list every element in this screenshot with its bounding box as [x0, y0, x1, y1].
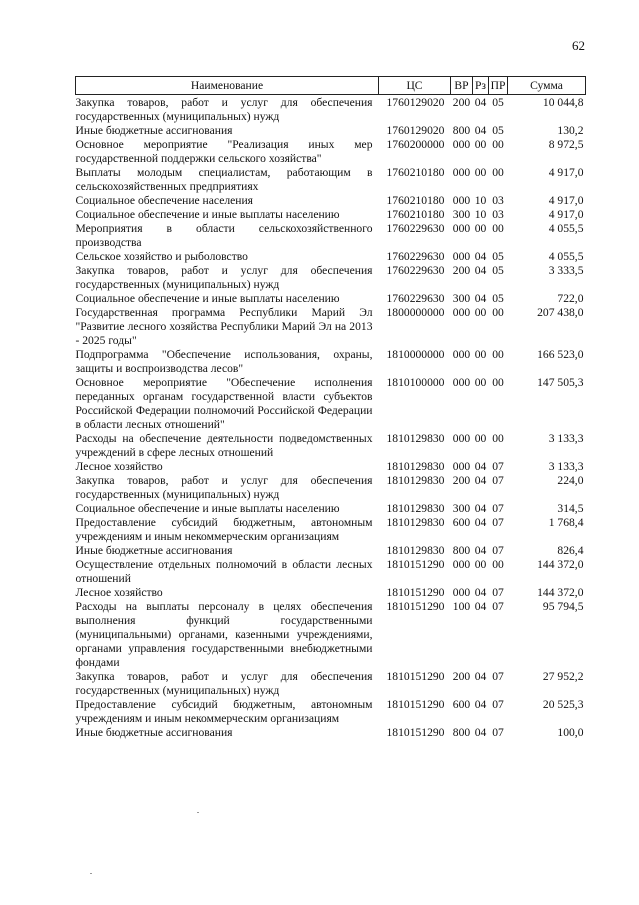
cell-vr: 200 — [452, 474, 471, 487]
cell-vr: 200 — [452, 96, 471, 109]
cell-vr: 200 — [452, 670, 471, 683]
table-row — [76, 558, 586, 586]
cell-vr: 600 — [452, 698, 471, 711]
table-row — [76, 726, 586, 740]
cell-cs: 1810129830 — [386, 502, 445, 515]
table-row — [76, 600, 586, 670]
cell-vr: 000 — [452, 460, 471, 473]
cell-cs: 1810000000 — [386, 348, 445, 361]
cell-vr: 600 — [452, 516, 471, 529]
table-row — [76, 460, 586, 474]
cell-pr: 05 — [492, 124, 504, 137]
cell-name: Закупка товаров, работ и услуг для обеспечения государственных (муниципальных) нужд — [75, 670, 373, 697]
cell-sum: 4 917,0 — [548, 208, 584, 221]
header-vr: ВР — [451, 77, 473, 95]
cell-cs: 1810151290 — [386, 586, 445, 599]
cell-name: Предоставление субсидий бюджетным, автономным учреждениям и иным некоммерческим организациям — [75, 698, 373, 725]
cell-vr: 000 — [452, 306, 471, 319]
table-row — [76, 474, 586, 502]
cell-sum: 4 055,5 — [548, 250, 584, 263]
cell-vr: 200 — [452, 264, 471, 277]
cell-pr: 00 — [492, 306, 504, 319]
cell-name: Подпрограмма "Обеспечение использования, охраны, защиты и воспроизводства лесов" — [75, 348, 373, 375]
scan-speck — [197, 812, 199, 813]
cell-name: Закупка товаров, работ и услуг для обеспечения государственных (муниципальных) нужд — [75, 474, 373, 501]
cell-name: Социальное обеспечение и иные выплаты населению — [75, 208, 340, 221]
cell-sum: 20 525,3 — [542, 698, 584, 711]
cell-pr: 00 — [492, 376, 504, 389]
cell-name: Основное мероприятие "Обеспечение исполнения переданных органам государственной власти субъектов Российской Федерации полномочий Российской Федерации в области лесных отношений" — [75, 376, 373, 431]
cell-sum: 144 372,0 — [537, 586, 584, 599]
cell-sum: 100,0 — [557, 726, 584, 739]
cell-rz: 04 — [474, 124, 487, 137]
cell-name: Предоставление субсидий бюджетным, автономным учреждениям и иным некоммерческим организациям — [75, 516, 373, 543]
cell-pr: 03 — [492, 208, 504, 221]
cell-rz: 04 — [474, 586, 487, 599]
cell-pr: 07 — [492, 516, 504, 529]
cell-sum: 826,4 — [557, 544, 584, 557]
cell-pr: 07 — [492, 502, 504, 515]
cell-rz: 04 — [474, 264, 487, 277]
cell-sum: 27 952,2 — [542, 670, 584, 683]
cell-rz: 04 — [474, 96, 487, 109]
cell-name: Социальное обеспечение и иные выплаты населению — [75, 502, 340, 515]
cell-pr: 05 — [492, 96, 504, 109]
cell-rz: 00 — [474, 376, 487, 389]
table-row — [76, 502, 586, 516]
header-rz: Рз — [473, 77, 489, 95]
cell-sum: 8 972,5 — [548, 138, 584, 151]
cell-cs: 1810151290 — [386, 698, 445, 711]
cell-rz: 00 — [474, 348, 487, 361]
cell-rz: 04 — [474, 600, 487, 613]
cell-rz: 04 — [474, 250, 487, 263]
cell-rz: 00 — [474, 558, 487, 571]
cell-rz: 04 — [474, 292, 487, 305]
page-number: 62 — [572, 38, 585, 53]
cell-sum: 3 133,3 — [548, 432, 584, 445]
cell-sum: 144 372,0 — [537, 558, 584, 571]
cell-pr: 07 — [492, 460, 504, 473]
cell-pr: 00 — [492, 432, 504, 445]
cell-name: Расходы на выплаты персоналу в целях обеспечения выполнения функций государственными (муниципальными) органами, казенными учреждениями, органами управления государственными внебюджетными фондами — [75, 600, 373, 669]
cell-cs: 1810129830 — [386, 432, 445, 445]
table-row — [76, 432, 586, 460]
cell-cs: 1760210180 — [386, 208, 445, 221]
cell-cs: 1760229630 — [386, 222, 445, 235]
cell-rz: 04 — [474, 726, 487, 739]
table-row — [76, 586, 586, 600]
cell-vr: 000 — [452, 166, 471, 179]
table-row — [76, 138, 586, 166]
cell-rz: 00 — [474, 138, 487, 151]
cell-sum: 314,5 — [557, 502, 584, 515]
cell-sum: 207 438,0 — [537, 306, 584, 319]
cell-name: Иные бюджетные ассигнования — [75, 544, 233, 557]
cell-name: Мероприятия в области сельскохозяйственного производства — [75, 222, 373, 249]
table-row — [76, 348, 586, 376]
cell-rz: 00 — [474, 222, 487, 235]
cell-cs: 1810151290 — [386, 600, 445, 613]
cell-cs: 1810129830 — [386, 460, 445, 473]
cell-name: Иные бюджетные ассигнования — [75, 726, 233, 739]
cell-vr: 300 — [452, 208, 471, 221]
table-row — [76, 698, 586, 726]
cell-rz: 04 — [474, 516, 487, 529]
table-row — [76, 516, 586, 544]
cell-name: Расходы на обеспечение деятельности подведомственных учреждений в сфере лесных отношений — [75, 432, 373, 459]
cell-vr: 000 — [452, 348, 471, 361]
cell-vr: 800 — [452, 544, 471, 557]
cell-rz: 04 — [474, 544, 487, 557]
cell-vr: 000 — [452, 250, 471, 263]
cell-pr: 07 — [492, 544, 504, 557]
cell-sum: 224,0 — [557, 474, 584, 487]
table-row — [76, 670, 586, 698]
header-cs: ЦС — [379, 77, 451, 95]
cell-cs: 1760210180 — [386, 194, 445, 207]
cell-rz: 04 — [474, 460, 487, 473]
cell-vr: 000 — [452, 222, 471, 235]
cell-name: Социальное обеспечение и иные выплаты населению — [75, 292, 340, 305]
table-row — [76, 250, 586, 264]
cell-vr: 000 — [452, 432, 471, 445]
cell-pr: 00 — [492, 138, 504, 151]
cell-cs: 1760129020 — [386, 96, 445, 109]
table-row — [76, 166, 586, 194]
cell-cs: 1810151290 — [386, 558, 445, 571]
cell-name: Лесное хозяйство — [75, 586, 163, 599]
cell-name: Основное мероприятие "Реализация иных мер государственной поддержки сельского хозяйства" — [75, 138, 373, 165]
cell-cs: 1810129830 — [386, 474, 445, 487]
table-row — [76, 544, 586, 558]
cell-vr: 000 — [452, 586, 471, 599]
cell-pr: 05 — [492, 264, 504, 277]
cell-pr: 07 — [492, 586, 504, 599]
table-row — [76, 208, 586, 222]
table-row — [76, 222, 586, 250]
cell-rz: 04 — [474, 474, 487, 487]
cell-cs: 1810100000 — [386, 376, 445, 389]
cell-rz: 00 — [474, 432, 487, 445]
cell-pr: 00 — [492, 348, 504, 361]
cell-pr: 07 — [492, 698, 504, 711]
cell-rz: 10 — [474, 194, 487, 207]
cell-rz: 10 — [474, 208, 487, 221]
cell-cs: 1800000000 — [386, 306, 445, 319]
cell-cs: 1760200000 — [386, 138, 445, 151]
table-row — [76, 264, 586, 292]
cell-cs: 1810151290 — [386, 726, 445, 739]
cell-vr: 000 — [452, 194, 471, 207]
cell-sum: 147 505,3 — [537, 376, 584, 389]
cell-pr: 00 — [492, 166, 504, 179]
cell-vr: 300 — [452, 292, 471, 305]
table-row — [76, 124, 586, 138]
cell-cs: 1760210180 — [386, 166, 445, 179]
cell-vr: 000 — [452, 138, 471, 151]
cell-name: Осуществление отдельных полномочий в области лесных отношений — [75, 558, 373, 585]
cell-vr: 000 — [452, 558, 471, 571]
cell-pr: 03 — [492, 194, 504, 207]
cell-name: Закупка товаров, работ и услуг для обеспечения государственных (муниципальных) нужд — [75, 96, 373, 123]
cell-vr: 800 — [452, 124, 471, 137]
table-row — [76, 306, 586, 348]
cell-sum: 95 794,5 — [542, 600, 584, 613]
cell-name: Сельское хозяйство и рыболовство — [75, 250, 248, 263]
table-body — [76, 95, 586, 741]
cell-pr: 00 — [492, 558, 504, 571]
cell-name: Закупка товаров, работ и услуг для обеспечения государственных (муниципальных) нужд — [75, 264, 373, 291]
cell-cs: 1760129020 — [386, 124, 445, 137]
cell-sum: 10 044,8 — [542, 96, 584, 109]
cell-cs: 1760229630 — [386, 250, 445, 263]
cell-rz: 04 — [474, 502, 487, 515]
cell-sum: 130,2 — [557, 124, 584, 137]
cell-vr: 800 — [452, 726, 471, 739]
header-pr: ПР — [489, 77, 508, 95]
cell-name: Лесное хозяйство — [75, 460, 163, 473]
scan-speck — [90, 873, 92, 874]
header-name: Наименование — [76, 77, 379, 95]
cell-name: Иные бюджетные ассигнования — [75, 124, 233, 137]
cell-rz: 04 — [474, 698, 487, 711]
cell-name: Социальное обеспечение населения — [75, 194, 254, 207]
table-row — [76, 376, 586, 432]
cell-sum: 3 333,5 — [548, 264, 584, 277]
cell-rz: 00 — [474, 306, 487, 319]
cell-vr: 000 — [452, 376, 471, 389]
cell-pr: 07 — [492, 670, 504, 683]
budget-table — [75, 76, 586, 740]
cell-name: Государственная программа Республики Марий Эл "Развитие лесного хозяйства Республики Марий Эл на 2013 - 2025 годы" — [75, 306, 373, 347]
table-header-row — [76, 77, 586, 95]
cell-vr: 100 — [452, 600, 471, 613]
cell-sum: 3 133,3 — [548, 460, 584, 473]
cell-rz: 00 — [474, 166, 487, 179]
cell-cs: 1810129830 — [386, 516, 445, 529]
cell-pr: 05 — [492, 250, 504, 263]
cell-pr: 00 — [492, 222, 504, 235]
cell-sum: 4 055,5 — [548, 222, 584, 235]
cell-pr: 07 — [492, 600, 504, 613]
cell-cs: 1760229630 — [386, 264, 445, 277]
cell-sum: 4 917,0 — [548, 194, 584, 207]
cell-pr: 07 — [492, 474, 504, 487]
table-row — [76, 96, 586, 124]
header-sum: Сумма — [508, 77, 586, 95]
cell-sum: 166 523,0 — [537, 348, 584, 361]
table-row — [76, 292, 586, 306]
cell-cs: 1810151290 — [386, 670, 445, 683]
cell-pr: 07 — [492, 726, 504, 739]
cell-sum: 722,0 — [557, 292, 584, 305]
table-row — [76, 194, 586, 208]
cell-sum: 4 917,0 — [548, 166, 584, 179]
cell-vr: 300 — [452, 502, 471, 515]
cell-cs: 1810129830 — [386, 544, 445, 557]
cell-sum: 1 768,4 — [548, 516, 584, 529]
cell-name: Выплаты молодым специалистам, работающим в сельскохозяйственных предприятиях — [75, 166, 373, 193]
cell-rz: 04 — [474, 670, 487, 683]
cell-pr: 05 — [492, 292, 504, 305]
cell-cs: 1760229630 — [386, 292, 445, 305]
